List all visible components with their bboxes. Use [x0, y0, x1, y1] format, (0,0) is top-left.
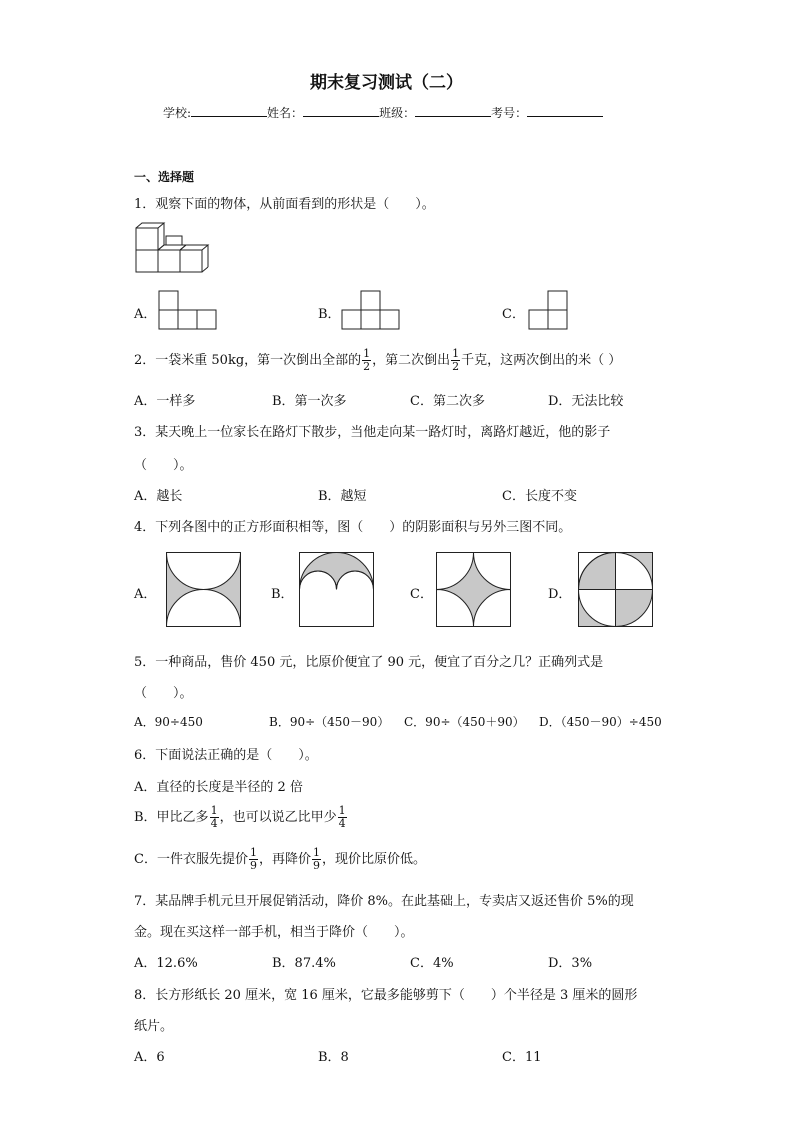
student-info-line	[163, 104, 603, 121]
q6-opt-b-frac1-num: 1	[210, 804, 218, 817]
q3-stem-line2: （ ）。	[134, 458, 193, 473]
q2-frac2-denominator: 2	[452, 360, 460, 373]
q4-option-c[interactable]: C．	[410, 587, 433, 602]
q6-opt-c-frac2-den: 9	[312, 859, 320, 872]
q6-option-b[interactable]	[134, 803, 348, 833]
q6-opt-c-frac2-num: 1	[312, 846, 320, 859]
q4-option-a[interactable]: A．	[134, 587, 157, 602]
q1-stem: 1．观察下面的物体，从前面看到的形状是（ ）。	[134, 197, 435, 212]
q2-stem	[134, 346, 621, 376]
q7-stem-line2: 金。现在买这样一部手机，相当于降价（ ）。	[134, 925, 414, 940]
q4-option-d[interactable]: D．	[548, 587, 572, 602]
q2-option-b[interactable]: B．第一次多	[272, 394, 347, 409]
q1-3d-object-figure	[134, 222, 214, 274]
class-label: 班级：	[379, 106, 416, 120]
q1-option-b-figure	[341, 290, 401, 330]
q2-option-a[interactable]: A．一样多	[134, 394, 196, 409]
class-blank[interactable]	[415, 104, 491, 117]
section-heading: 一、选择题	[134, 170, 195, 184]
q8-option-a[interactable]: A．6	[134, 1050, 165, 1065]
q6-option-a[interactable]: A．直径的长度是半径的 2 倍	[134, 780, 303, 795]
q2-stem-part2: ，第二次倒出	[372, 353, 451, 368]
q5-option-d[interactable]: D．（450－90）÷450	[539, 715, 662, 729]
exam-no-blank[interactable]	[527, 104, 603, 117]
q3-option-b[interactable]: B．越短	[318, 489, 367, 504]
q7-option-b[interactable]: B．87.4%	[272, 956, 336, 971]
q4-option-b[interactable]: B．	[271, 587, 294, 602]
q1-option-a-figure	[158, 290, 218, 330]
name-blank[interactable]	[303, 104, 379, 117]
q6-opt-b-part1: B．甲比乙多	[134, 810, 209, 825]
q5-stem-line2: （ ）。	[134, 686, 193, 701]
q6-opt-c-fraction-1	[249, 847, 258, 872]
name-label: 姓名：	[267, 106, 304, 120]
q3-option-a[interactable]: A．越长	[134, 489, 183, 504]
q4-option-c-figure	[436, 552, 512, 628]
exam-no-label: 考号：	[491, 106, 528, 120]
q4-option-a-figure	[166, 552, 242, 628]
q8-option-c[interactable]: C．11	[502, 1050, 542, 1065]
q6-opt-c-part1: C．一件衣服先提价	[134, 852, 248, 867]
q6-opt-b-frac1-den: 4	[210, 817, 218, 830]
q1-option-c[interactable]: C．	[502, 307, 525, 322]
q7-option-a[interactable]: A．12.6%	[134, 956, 198, 971]
q1-option-a[interactable]: A．	[134, 307, 157, 322]
q6-opt-b-fraction-1	[210, 805, 219, 830]
q6-opt-b-fraction-2	[338, 805, 347, 830]
q6-option-c[interactable]	[134, 845, 426, 875]
q2-stem-part3: 千克，这两次倒出的米（ ）	[461, 353, 622, 368]
q2-option-d[interactable]: D．无法比较	[548, 394, 624, 409]
q2-fraction-2	[451, 348, 460, 373]
q8-stem-line2: 纸片。	[134, 1019, 174, 1034]
q5-option-c[interactable]: C．90÷（450＋90）	[404, 715, 525, 729]
school-blank[interactable]	[191, 104, 267, 117]
q7-option-c[interactable]: C．4%	[410, 956, 454, 971]
q6-opt-c-fraction-2	[312, 847, 321, 872]
q7-option-d[interactable]: D．3%	[548, 956, 593, 971]
q6-opt-c-part3: ，现价比原价低。	[321, 852, 426, 867]
q6-opt-c-part2: ，再降价	[258, 852, 311, 867]
q2-frac1-denominator: 2	[363, 360, 371, 373]
q5-option-b[interactable]: B．90÷（450－90）	[269, 715, 390, 729]
q5-option-a[interactable]: A．90÷450	[134, 715, 203, 729]
q4-stem: 4．下列各图中的正方形面积相等，图（ ）的阴影面积与另外三图不同。	[134, 520, 572, 535]
q5-stem-line1: 5．一种商品，售价 450 元，比原价便宜了 90 元，便宜了百分之几？正确列式是	[134, 655, 604, 670]
q6-opt-b-frac2-den: 4	[338, 817, 346, 830]
q2-fraction-1	[362, 348, 371, 373]
q6-opt-c-frac1-den: 9	[249, 859, 257, 872]
q1-option-b[interactable]: B．	[318, 307, 341, 322]
q3-stem-line1: 3．某天晚上一位家长在路灯下散步，当他走向某一路灯时，离路灯越近，他的影子	[134, 425, 611, 440]
q6-opt-c-frac1-num: 1	[249, 846, 257, 859]
q4-option-b-figure	[299, 552, 375, 628]
q6-stem: 6．下面说法正确的是（ ）。	[134, 748, 318, 763]
page-title: 期末复习测试（二）	[310, 73, 463, 93]
q2-frac2-numerator: 1	[452, 347, 460, 360]
q8-stem-line1: 8．长方形纸长 20 厘米，宽 16 厘米，它最多能够剪下（ ）个半径是 3 厘米的圆形	[134, 988, 638, 1003]
q1-option-c-figure	[528, 290, 570, 330]
q2-frac1-numerator: 1	[363, 347, 371, 360]
q4-option-d-figure	[578, 552, 654, 628]
q8-option-b[interactable]: B．8	[318, 1050, 349, 1065]
q2-stem-part1: 2．一袋米重 50kg，第一次倒出全部的	[134, 353, 362, 368]
q3-option-c[interactable]: C．长度不变	[502, 489, 577, 504]
school-label: 学校:	[163, 106, 192, 120]
q7-stem-line1: 7．某品牌手机元旦开展促销活动，降价 8%。在此基础上，专卖店又返还售价 5%的现	[134, 894, 634, 909]
q6-opt-b-frac2-num: 1	[338, 804, 346, 817]
q6-opt-b-part2: ，也可以说乙比甲少	[219, 810, 337, 825]
q2-option-c[interactable]: C．第二次多	[410, 394, 485, 409]
